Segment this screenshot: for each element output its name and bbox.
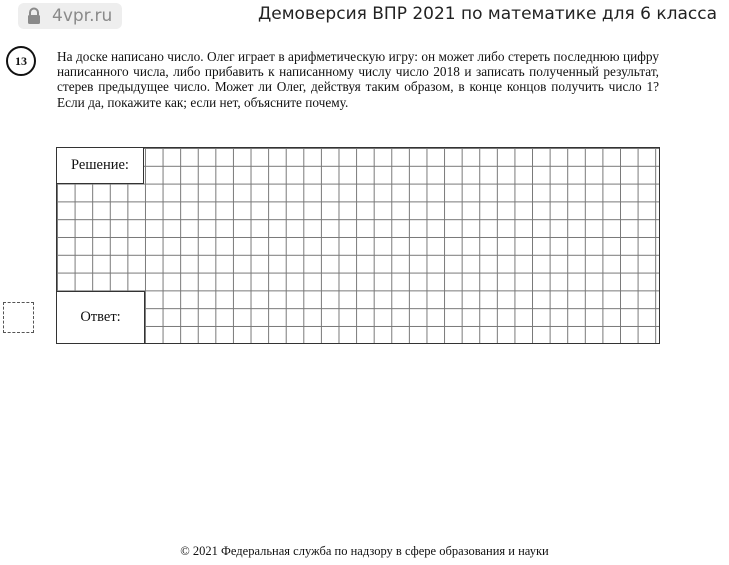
top-bar	[0, 0, 729, 36]
task-number: 13	[6, 46, 36, 76]
score-box	[3, 302, 34, 333]
page-title: Демоверсия ВПР 2021 по математике для 6 класса	[257, 4, 717, 24]
lock-icon	[26, 7, 42, 25]
footer-copyright: © 2021 Федеральная служба по надзору в сфере образования и науки	[180, 544, 549, 558]
answer-grid[interactable]	[56, 147, 660, 344]
solution-label: Решение:	[56, 147, 144, 184]
site-badge[interactable]	[18, 3, 122, 29]
site-name: 4vpr.ru	[52, 6, 113, 26]
answer-label: Ответ:	[56, 291, 145, 344]
task-text: На доске написано число. Олег играет в арифметическую игру: он может либо стереть последнюю цифру написанного числа, либо прибавить к написанному числу число 2018 и записать полученный результат, стерев предыдущее число. Может ли Олег, действуя таким образом, в конце концов получить число 1? Если да, покажите как; если нет, объясните почему.	[57, 49, 659, 110]
